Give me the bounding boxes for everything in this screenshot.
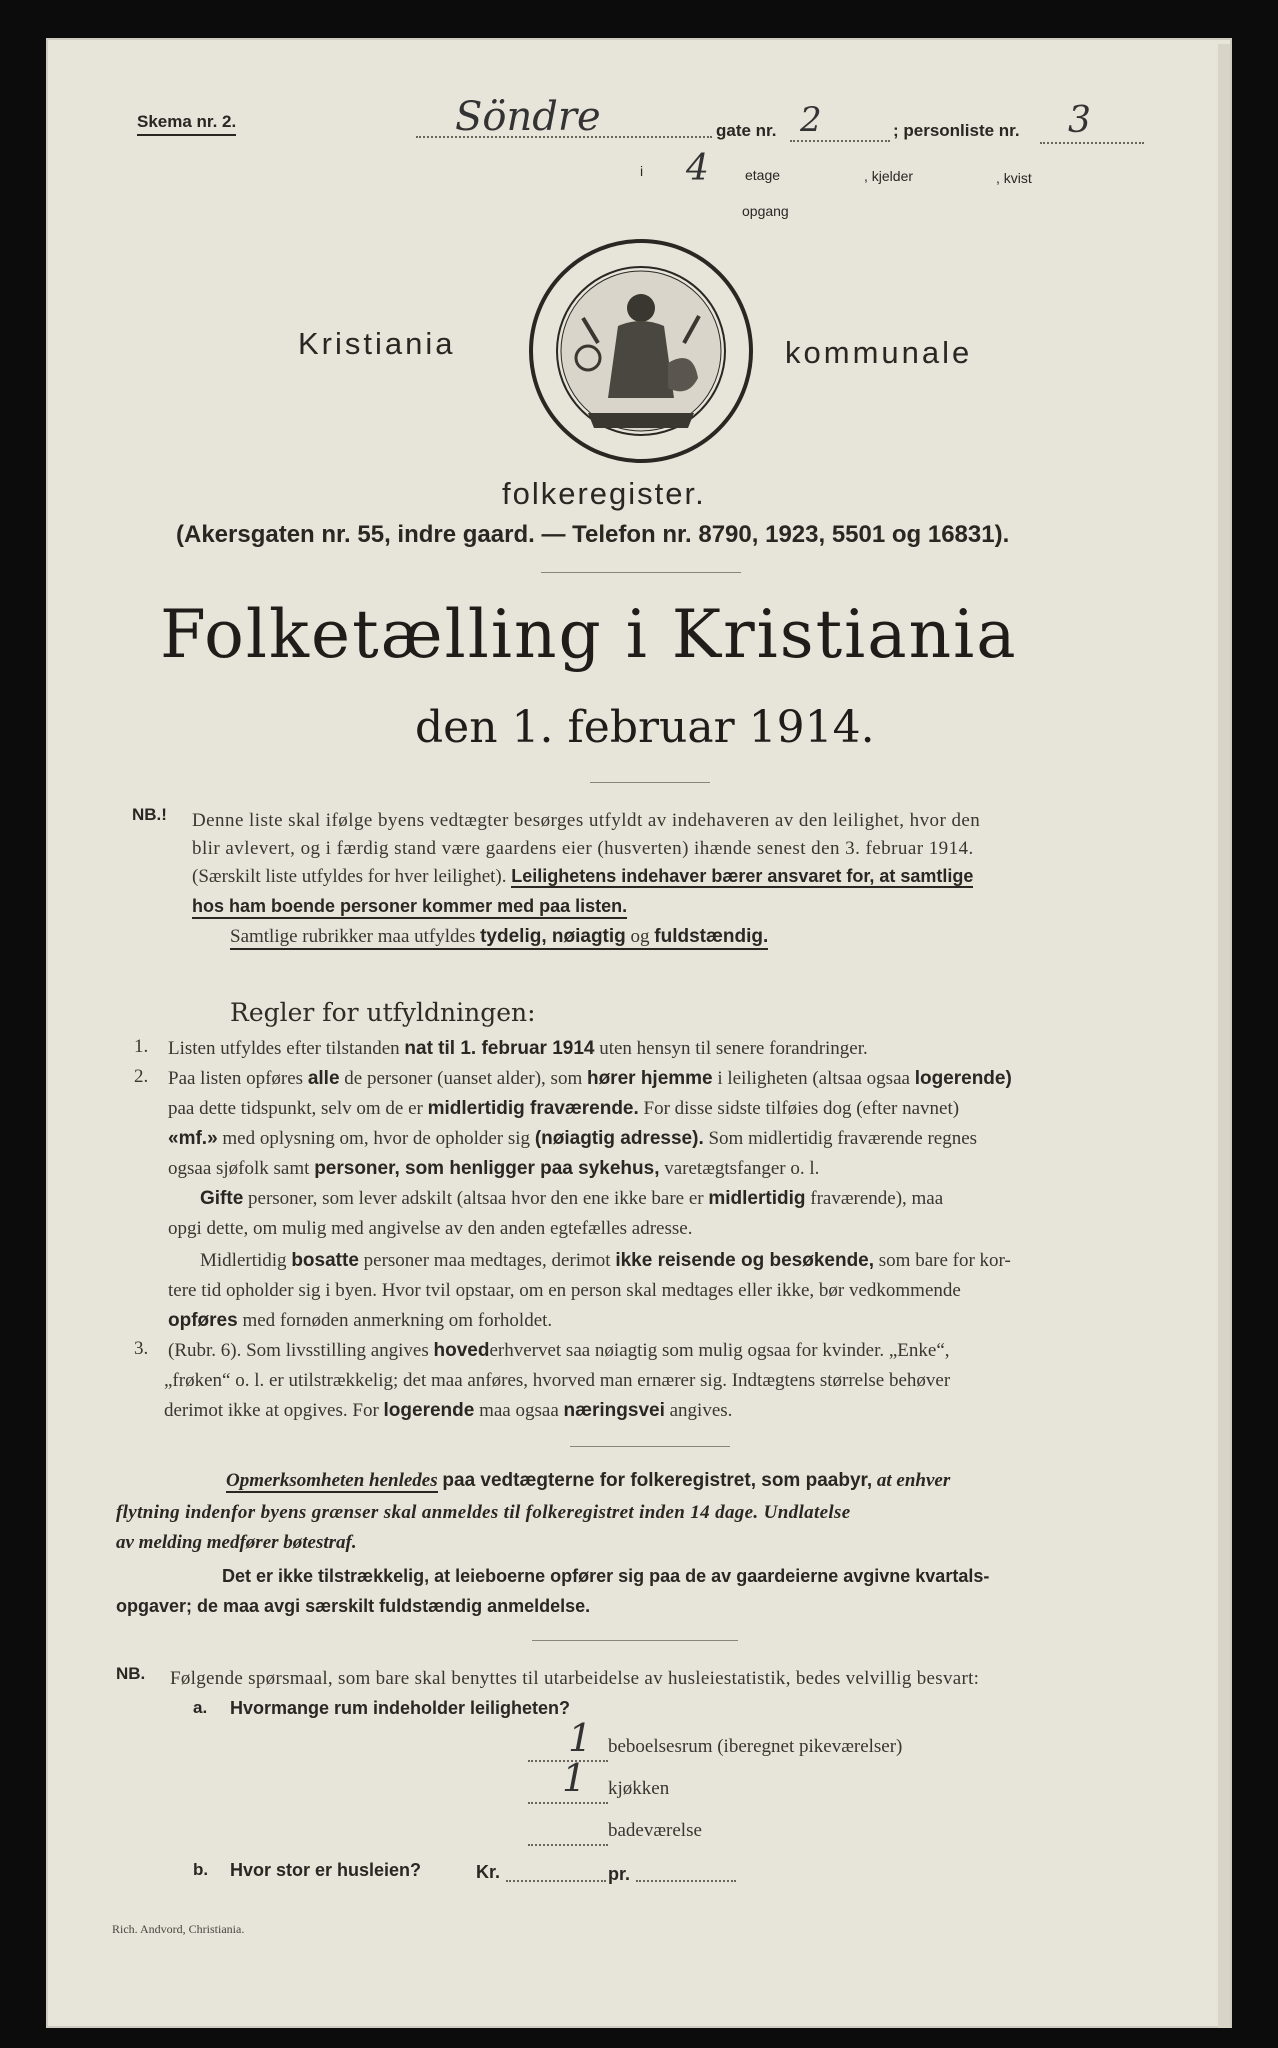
nb1-line5 xyxy=(230,926,768,950)
nb1-line1: Denne liste skal ifølge byens vedtægter besørges utfyldt av indehaveren av den leilighet, hvor den xyxy=(192,810,981,831)
notice-line4: Det er ikke tilstrækkelig, at leieboerne opfører sig paa de av gaardeierne avgivne kvartals- xyxy=(222,1566,990,1586)
rule-2-l2b: midlertidig fraværende. xyxy=(427,1098,639,1119)
rule-2-l1d: hører hjemme xyxy=(586,1068,713,1089)
rule-2-l7a: Midlertidig xyxy=(200,1250,287,1271)
notice-line1 xyxy=(226,1470,950,1492)
rule-2-line6: opgi dette, om mulig med angivelse av den anden egtefælles adresse. xyxy=(168,1218,693,1239)
nb1-line4: hos ham boende personer kommer med paa listen. xyxy=(192,896,627,919)
nb2-intro: Følgende spørsmaal, som bare skal benyttes til utarbeidelse av husleiestatistik, bedes velvillig besvart: xyxy=(170,1668,980,1689)
skema-label: Skema nr. 2. xyxy=(137,112,236,136)
bathroom-field-line[interactable] xyxy=(528,1844,608,1846)
rule-3-l1c: erhvervet saa nøiagtig som mulig ogsaa for kvinder. „Enke“, xyxy=(489,1340,950,1361)
rule-3-l3e: angives. xyxy=(669,1400,733,1421)
rule-2-l7d: ikke reisende og besøkende, xyxy=(615,1250,875,1271)
office-left: Kristiania xyxy=(298,326,456,361)
rule-2-line4 xyxy=(168,1158,819,1180)
rule-2-line2 xyxy=(168,1098,959,1120)
kristiania-seal-icon xyxy=(528,238,754,464)
rule-2-l5b: personer, som lever adskilt (altsaa hvor den ene ikke bare er xyxy=(248,1188,704,1209)
pr-label: pr. xyxy=(608,1864,631,1884)
page-subtitle: den 1. februar 1914. xyxy=(415,702,875,753)
gate-no-line xyxy=(790,140,890,142)
nb1-line5c: og xyxy=(630,926,650,947)
kvist-label: , kvist xyxy=(996,170,1032,186)
rule-2-l3b: med oplysning om, hvor de opholder sig xyxy=(222,1128,531,1149)
rule-2-l1f: logerende) xyxy=(914,1068,1012,1089)
rule-3-number: 3. xyxy=(134,1338,149,1359)
personliste-line xyxy=(1040,142,1144,144)
kitchen-label: kjøkken xyxy=(608,1778,670,1799)
question-b: Hvor stor er husleien? xyxy=(230,1860,422,1880)
rule-2-l1e: i leiligheten (altsaa ogsaa xyxy=(717,1068,910,1089)
office-line2: folkeregister. xyxy=(502,476,706,511)
divider-2 xyxy=(590,782,710,783)
street-handwritten: Söndre xyxy=(455,94,601,140)
gate-no-handwritten: 2 xyxy=(800,100,822,140)
nb2-label: NB. xyxy=(116,1664,146,1683)
rule-1b: nat til 1. februar 1914 xyxy=(404,1038,595,1059)
rule-3-l3a: derimot ikke at opgives. For xyxy=(164,1400,379,1421)
nb1-line3 xyxy=(192,866,973,888)
rent-field-line[interactable] xyxy=(506,1880,606,1882)
rule-3-line2: „frøken“ o. l. er utilstrækkelig; det maa anføres, hvorved man ernærer sig. Indtægtens størrelse behøver xyxy=(164,1370,951,1391)
rule-2-l5d: fraværende), maa xyxy=(810,1188,944,1209)
rule-1-number: 1. xyxy=(134,1036,149,1057)
gate-label: gate nr. xyxy=(716,121,777,140)
opgang-label: opgang xyxy=(742,203,789,219)
rule-2-l3d: Som midlertidig fraværende regnes xyxy=(708,1128,978,1149)
rule-2-l5c: midlertidig xyxy=(708,1188,806,1209)
kitchen-field-line[interactable] xyxy=(528,1802,608,1804)
nb1-label: NB.! xyxy=(132,805,167,824)
office-address: (Akersgaten nr. 55, indre gaard. — Telefon nr. 8790, 1923, 5501 og 16831). xyxy=(176,521,1010,548)
nb1-line2: blir avlevert, og i færdig stand være gaardens eier (husverten) ihænde senest den 3. februar 1914. xyxy=(192,838,974,859)
notice-l1b: paa vedtægterne for folkeregistret, som paabyr, xyxy=(442,1470,873,1491)
rule-2-line7 xyxy=(200,1250,1011,1272)
nb1-line5a: Samtlige rubrikker maa utfyldes xyxy=(230,926,476,947)
rule-2-l4c: varetægtsfanger o. l. xyxy=(664,1158,820,1179)
rule-2-l4b: personer, som henligger paa sykehus, xyxy=(314,1158,660,1179)
rule-2-l9b: med fornøden anmerkning om forholdet. xyxy=(242,1310,553,1331)
rule-3-l3d: næringsvei xyxy=(563,1400,665,1421)
rule-2-l2c: For disse sidste tilføies dog (efter navnet) xyxy=(643,1098,960,1119)
rule-2-line5 xyxy=(200,1188,943,1210)
kitchen-value: 1 xyxy=(562,1756,587,1800)
period-field-line[interactable] xyxy=(636,1880,736,1882)
rule-3-l3b: logerende xyxy=(383,1400,475,1421)
kjelder-label: , kjelder xyxy=(864,168,914,184)
nb1-line5d: fuldstændig. xyxy=(654,926,769,947)
personliste-label: ; personliste nr. xyxy=(893,121,1020,140)
question-a: Hvormange rum indeholder leiligheten? xyxy=(230,1698,571,1718)
rule-2-l2a: paa dette tidspunkt, selv om de er xyxy=(168,1098,423,1119)
rule-2-line1 xyxy=(168,1068,1012,1090)
rooms-label: beboelsesrum (iberegnet pikeværelser) xyxy=(608,1736,903,1757)
rule-3-l1b: hoved xyxy=(433,1340,490,1361)
rule-2-l1c: de personer (uanset alder), som xyxy=(344,1068,583,1089)
rule-2-number: 2. xyxy=(134,1066,149,1087)
rule-2-l3c: (nøiagtig adresse). xyxy=(534,1128,704,1149)
rule-3-l1a: (Rubr. 6). Som livsstilling angives xyxy=(168,1340,429,1361)
rule-2-l7c: personer maa medtages, derimot xyxy=(363,1250,611,1271)
nb1-line3b: Leilighetens indehaver bærer ansvaret for, at samtlige xyxy=(511,866,974,886)
rule-2-l7e: som bare for kor- xyxy=(878,1250,1011,1271)
divider-1 xyxy=(541,572,741,573)
rule-2-l7b: bosatte xyxy=(291,1250,359,1271)
rule-1c: uten hensyn til senere forandringer. xyxy=(599,1038,868,1059)
question-a-label: a. xyxy=(193,1698,208,1717)
rule-3-line1 xyxy=(168,1340,950,1362)
rule-2-l5a: Gifte xyxy=(200,1188,244,1209)
notice-l1c: at enhver xyxy=(876,1470,951,1491)
rule-3-line3 xyxy=(164,1400,732,1422)
bathroom-label: badeværelse xyxy=(608,1820,702,1841)
etage-label: etage xyxy=(745,167,781,183)
question-b-label: b. xyxy=(193,1860,209,1879)
etage-handwritten: 4 xyxy=(686,148,709,189)
nb1-line5b: tydelig, nøiagtig xyxy=(480,926,626,947)
rules-title: Regler for utfyldningen: xyxy=(230,998,536,1027)
rule-2-line3 xyxy=(168,1128,977,1150)
rooms-value: 1 xyxy=(568,1716,593,1760)
rule-2-l3a: «mf.» xyxy=(168,1128,218,1149)
i-label: i xyxy=(640,163,644,179)
rule-2-line8: tere tid opholder sig i byen. Hvor tvil opstaar, om en person skal medtages eller ikke, bør vedkommende xyxy=(168,1280,961,1301)
notice-l1a: Opmerksomheten henledes xyxy=(226,1470,438,1491)
printer-credit: Rich. Andvord, Christiania. xyxy=(112,1922,245,1936)
office-right: kommunale xyxy=(785,335,973,370)
kr-label: Kr. xyxy=(476,1862,501,1882)
page-title: Folketælling i Kristiania xyxy=(160,596,1018,673)
notice-line5: opgaver; de maa avgi særskilt fuldstændig anmeldelse. xyxy=(116,1596,591,1616)
notice-line3: av melding medfører bøtestraf. xyxy=(116,1532,357,1553)
personliste-no-handwritten: 3 xyxy=(1068,100,1091,141)
rule-1-text xyxy=(168,1038,868,1060)
notice-line2: flytning indenfor byens grænser skal anmeldes til folkeregistret inden 14 dage. Undlatelse xyxy=(116,1502,851,1523)
divider-3 xyxy=(570,1446,730,1447)
rule-3-l3c: maa ogsaa xyxy=(479,1400,559,1421)
rule-2-l9a: opføres xyxy=(168,1310,238,1331)
nb1-line3a: (Særskilt liste utfyldes for hver leilighet). xyxy=(192,866,507,887)
rule-2-l1b: alle xyxy=(307,1068,340,1089)
divider-4 xyxy=(532,1640,738,1641)
paper-edge xyxy=(1218,44,1230,2028)
rule-2-line9 xyxy=(168,1310,552,1332)
rule-2-l4a: ogsaa sjøfolk samt xyxy=(168,1158,310,1179)
rule-2-l1a: Paa listen opføres xyxy=(168,1068,304,1089)
rule-1a: Listen utfyldes efter tilstanden xyxy=(168,1038,400,1059)
